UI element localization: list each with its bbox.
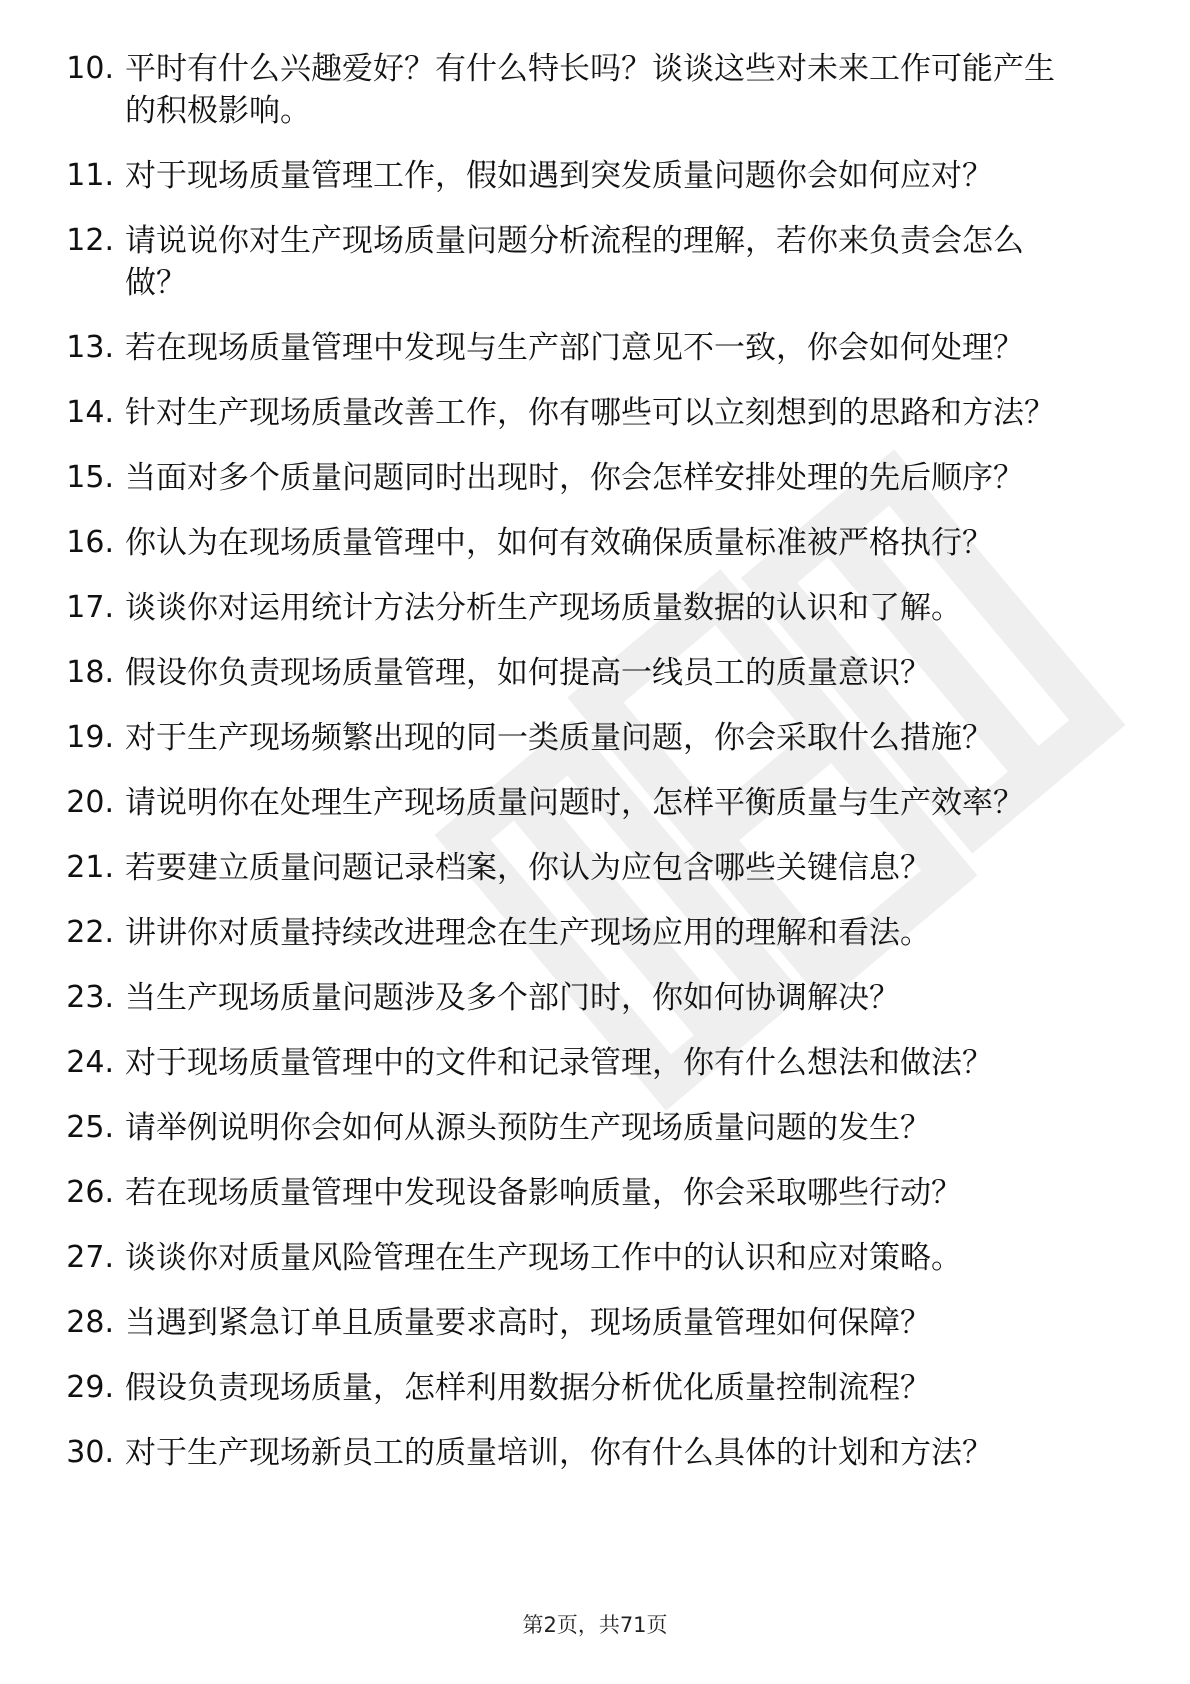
question-item	[0, 782, 1190, 824]
question-list	[0, 48, 1190, 1497]
question-text: 针对生产现场质量改善工作，你有哪些可以立刻想到的思路和方法？	[125, 395, 1055, 431]
question-number: 11.	[66, 158, 114, 193]
question-text: 若要建立质量问题记录档案，你认为应包含哪些关键信息？	[125, 850, 931, 886]
question-text: 当面对多个质量问题同时出现时，你会怎样安排处理的先后顺序？	[125, 460, 1024, 496]
question-number: 22.	[66, 915, 114, 950]
question-item	[0, 1172, 1190, 1214]
question-number: 13.	[66, 330, 114, 365]
question-number: 18.	[66, 655, 114, 690]
question-text: 讲讲你对质量持续改进理念在生产现场应用的理解和看法。	[125, 915, 931, 951]
question-item	[0, 1432, 1190, 1474]
question-text: 对于现场质量管理中的文件和记录管理，你有什么想法和做法？	[125, 1045, 993, 1081]
question-item	[0, 977, 1190, 1019]
question-item	[0, 912, 1190, 954]
question-text: 对于生产现场频繁出现的同一类质量问题，你会采取什么措施？	[125, 720, 993, 756]
question-item	[0, 652, 1190, 694]
question-number: 20.	[66, 785, 114, 820]
question-number: 24.	[66, 1045, 114, 1080]
question-text: 平时有什么兴趣爱好？有什么特长吗？谈谈这些对未来工作可能产生的积极影响。	[125, 51, 1055, 129]
question-item	[0, 155, 1190, 197]
question-number: 28.	[66, 1305, 114, 1340]
question-text: 对于生产现场新员工的质量培训，你有什么具体的计划和方法？	[125, 1435, 993, 1471]
question-item	[0, 1302, 1190, 1344]
question-text: 谈谈你对质量风险管理在生产现场工作中的认识和应对策略。	[125, 1240, 962, 1276]
question-item	[0, 847, 1190, 889]
question-item	[0, 1237, 1190, 1279]
question-number: 30.	[66, 1435, 114, 1470]
question-number: 14.	[66, 395, 114, 430]
question-text: 当生产现场质量问题涉及多个部门时，你如何协调解决？	[125, 980, 900, 1016]
question-number: 27.	[66, 1240, 114, 1275]
question-text: 请说明你在处理生产现场质量问题时，怎样平衡质量与生产效率？	[125, 785, 1024, 821]
question-item	[0, 457, 1190, 499]
question-item	[0, 220, 1190, 304]
question-text: 谈谈你对运用统计方法分析生产现场质量数据的认识和了解。	[125, 590, 962, 626]
question-number: 10.	[66, 51, 114, 86]
question-item	[0, 1042, 1190, 1084]
question-item	[0, 587, 1190, 629]
question-number: 23.	[66, 980, 114, 1015]
question-number: 12.	[66, 223, 114, 258]
question-item	[0, 392, 1190, 434]
question-number: 17.	[66, 590, 114, 625]
question-item	[0, 522, 1190, 564]
question-number: 26.	[66, 1175, 114, 1210]
question-text: 请举例说明你会如何从源头预防生产现场质量问题的发生？	[125, 1110, 931, 1146]
question-text: 若在现场质量管理中发现设备影响质量，你会采取哪些行动？	[125, 1175, 962, 1211]
question-number: 25.	[66, 1110, 114, 1145]
question-number: 16.	[66, 525, 114, 560]
page-footer: 第2页，共71页	[522, 1613, 668, 1637]
question-number: 29.	[66, 1370, 114, 1405]
question-text: 假设你负责现场质量管理，如何提高一线员工的质量意识？	[125, 655, 931, 691]
question-number: 21.	[66, 850, 114, 885]
question-text: 你认为在现场质量管理中，如何有效确保质量标准被严格执行？	[125, 525, 993, 561]
question-number: 19.	[66, 720, 114, 755]
question-item	[0, 48, 1190, 132]
question-text: 对于现场质量管理工作，假如遇到突发质量问题你会如何应对？	[125, 158, 993, 194]
question-number: 15.	[66, 460, 114, 495]
question-text: 假设负责现场质量，怎样利用数据分析优化质量控制流程？	[125, 1370, 931, 1406]
question-text: 当遇到紧急订单且质量要求高时，现场质量管理如何保障？	[125, 1305, 931, 1341]
question-item	[0, 1367, 1190, 1409]
question-text: 请说说你对生产现场质量问题分析流程的理解，若你来负责会怎么做？	[125, 223, 1024, 301]
question-item	[0, 327, 1190, 369]
question-item	[0, 717, 1190, 759]
question-item	[0, 1107, 1190, 1149]
question-text: 若在现场质量管理中发现与生产部门意见不一致，你会如何处理？	[125, 330, 1024, 366]
